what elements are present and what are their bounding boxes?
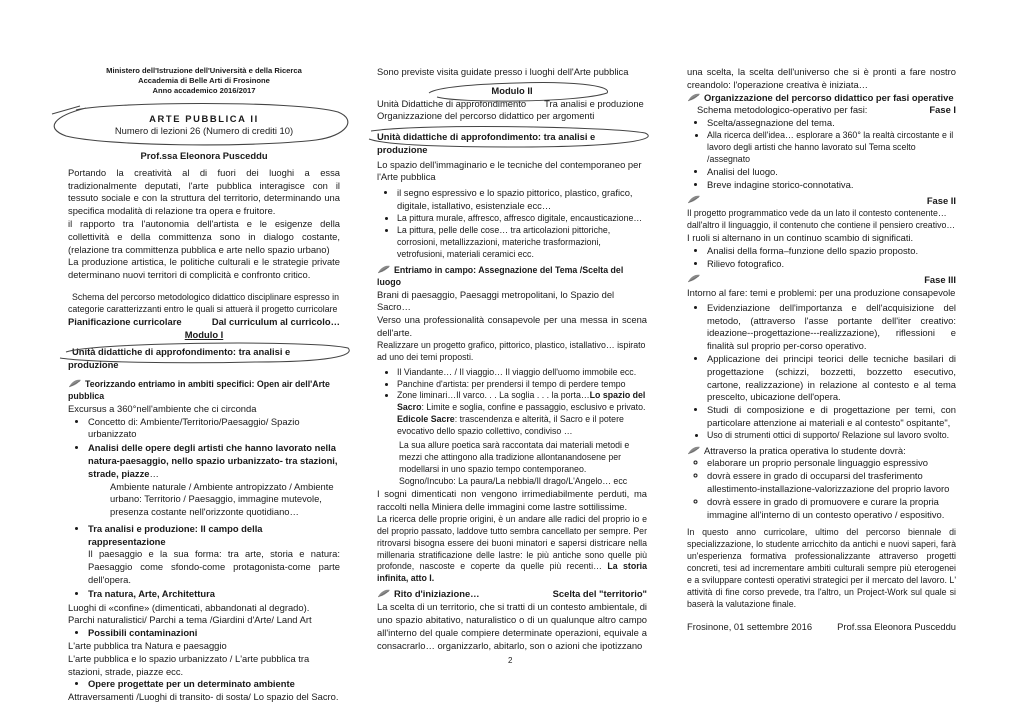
professor-name: Prof.ssa Eleonora Pusceddu: [140, 150, 268, 162]
relationship-paragraph: il rapporto tra l'autonomia dell'artista e le esigenze della collettività e della committenza sono in dialogo costante, (relazione tra committenza pubblica e arte nello spazio urbano): [68, 218, 340, 255]
list-item-text: il segno espressivo e lo spazio pittorico, plastico, grafico, digitale, istallativo, esistenziale ecc…: [397, 187, 633, 212]
fase-2-list: [687, 245, 956, 271]
list-item-text: elaborare un proprio personale linguaggio espressivo: [707, 457, 928, 469]
technique-list: [377, 187, 647, 260]
feather-icon: [377, 589, 391, 598]
academy-line: Accademia di Belle Arti di Frosinone: [138, 75, 270, 85]
list-item-text: Breve indagine storico-connotativa.: [707, 178, 854, 190]
fase-1-label: Fase I: [929, 104, 956, 116]
paesaggio-paragraph: Il paesaggio e la sua forma: tra arte, storia e natura: Paesaggio come sfondo-come protagonista-come parte dell'opera.: [88, 548, 340, 586]
list-item: [397, 187, 647, 213]
list-item: [88, 678, 340, 691]
list-item-text: dovrà essere in grado di promuovere e curare la propria immagine all'interno di un contesto operativo / espositivo.: [707, 495, 945, 520]
list-item: [707, 179, 956, 192]
visits-line: Sono previste visita guidate presso i luoghi dell'Arte pubblica: [377, 66, 629, 77]
feather-icon: [687, 195, 701, 204]
list-item: [88, 442, 340, 519]
unit-heading-2: [377, 129, 647, 159]
ricerca-text: La ricerca delle proprie origini, è un andare alle radici del proprio io e del proprio passato, laddove tutto sembra cancellato per sempre. Per ritrovarsi bisogna essere dei buoni minatori e sapersi districare nella millenaria stratificazione delle lastre: le più antiche sono quelle più profonde, nascoste e coperte da quelle più recenti…: [377, 513, 647, 572]
page-number: 2: [508, 656, 513, 665]
list-item: [397, 367, 647, 379]
ud-left: Unità Didattiche di approfondimento: [377, 97, 527, 109]
contamination-2: L'arte pubblica e lo spazio urbanizzato / L'arte pubblica tra stazioni, strade, piazze ecc.: [68, 652, 310, 677]
list-item: [707, 245, 956, 258]
realizzare-paragraph: Realizzare un progetto grafico, pittorico, plastico, istallativo… ispirato ad uno dei temi proposti.: [377, 339, 646, 362]
list-item-text: dovrà essere in grado di occuparsi del trasferimento allestimento-installazione-valorizzazione del proprio lavoro: [707, 470, 950, 495]
column-right: [687, 66, 956, 634]
list-item-text: Uso di strumenti ottici di supporto/ Relazione sul lavoro svolto.: [707, 429, 950, 440]
list-item: [397, 379, 647, 391]
list-item: [707, 496, 956, 522]
fase-3-row: [687, 274, 956, 287]
schema-label: Schema metodologico-operativo per fasi:: [697, 104, 868, 116]
list-item: [88, 627, 340, 640]
modulo-2-label: Modulo II: [491, 84, 533, 96]
list-item: [707, 457, 956, 470]
signature-row: [687, 621, 956, 634]
list-item: [707, 258, 956, 271]
fase-3-list: [687, 302, 956, 442]
list-item: [707, 302, 956, 353]
final-paragraph: In questo anno curricolare, ultimo del percorso biennale di specializzazione, lo studente arricchito da antichi e nuovi saperi, farà un'esperienza formativa professionalizzante attraverso progetti concreti, tesi ad incrementare ambiti culturali sempre più eterogenei e a sviluppare contesti operativi strategici per il mercato del lavoro. L' attività di fine corso prevede, tra l'altro, un Project-Work sul quale si baserà la valutazione finale.: [687, 527, 956, 610]
list-item: [707, 404, 956, 430]
pianificazione-row: [68, 316, 340, 329]
edicole-label: Edicole Sacre: [397, 414, 455, 425]
list-item-text: Tra analisi e produzione: Il campo della rappresentazione: [88, 522, 263, 547]
column-middle: [377, 66, 647, 652]
production-paragraph: La produzione artistica, le politiche culturali e le strategie private determinano nuovi territori di complicità e confronto critico.: [68, 256, 340, 281]
luoghi-line: Luoghi di «confine» (dimenticati, abbandonati al degrado).: [68, 601, 310, 613]
contamination-list: [68, 627, 340, 640]
list-item-text: Il Viandante… / Il viaggio… Il viaggio dell'uomo immobile ecc.: [397, 366, 637, 377]
intro-paragraph: Portando la creatività al di fuori dei luoghi a essa tradizionalmente deputati, l'arte pubblica interagisce con il tessuto sociale e con la struttura del territorio, determinando una specifica modalità di relazione tra opera e fruitore.: [68, 166, 340, 217]
unit-heading-text: Unità didattiche di approfondimento: tra analisi e produzione: [68, 346, 291, 371]
storia-label: La storia infinita, atto I.: [377, 561, 647, 584]
ricerca-paragraph: [377, 514, 647, 586]
parchi-line: Parchi naturalistici/ Parchi a tema /Giardini d'Arte/ Land Art: [68, 614, 312, 626]
academic-year: Anno accademico 2016/2017: [152, 85, 256, 95]
list-item: [707, 166, 956, 179]
list-item-text: Applicazione dei principi teorici delle tecniche basilari di progettazione (schizzi, bozzetti, bozzetto esecutivo, cartone, realizzazione) in relazione al contesto e al tema prescelto, ubicazione dell'opera.: [707, 353, 956, 403]
feather-icon: [377, 265, 391, 274]
scelta-label: Scelta del "territorio": [552, 588, 647, 600]
unit-heading-text: Unità didattiche di approfondimento: tra analisi e produzione: [377, 131, 596, 155]
signature: Prof.ssa Eleonora Pusceddu: [837, 621, 956, 633]
list-item: [707, 117, 956, 130]
ud-right: Tra analisi e produzione: [544, 97, 644, 109]
list-item-text: La pittura, pelle delle cose… tra articolazioni pittoriche, corrosioni, metallizzazioni, materiche trasformazioni, vetrofusioni, materiali ceramici ecc.: [397, 224, 611, 259]
pratica-line: [687, 445, 956, 458]
rito-text: Rito d'iniziazione…: [394, 588, 480, 600]
fase-3-label: Fase III: [924, 274, 956, 286]
fase-2-row: [687, 195, 956, 208]
rito-label: [377, 588, 480, 601]
list-item-text: Studi di composizione e di progettazione per temi, con particolare attenzione ai materiali e al contesto" ospitante",: [707, 404, 956, 428]
place-date: Frosinone, 01 settembre 2016: [687, 621, 813, 633]
list-item: [88, 523, 340, 587]
continuation-paragraph: una scelta, la scelta dell'universo che si è pronti a fare nostro creandolo: l'operazione creativa è iniziata…: [687, 66, 956, 90]
hand-drawn-oval: [417, 81, 617, 103]
list-item-text: Rilievo fotografico.: [707, 257, 785, 269]
opere-list: [68, 678, 340, 691]
list-item: [397, 213, 647, 225]
entriamo-line: [377, 265, 647, 289]
list-item-text: Panchine d'artista: per prendersi il tempo di perdere tempo: [397, 378, 626, 389]
list-item: [707, 470, 956, 496]
list-item-text: Analisi delle opere degli artisti che hanno lavorato nella natura-paesaggio, nello spazio urbanizzato- tra stazioni, strade, piazze: [88, 442, 338, 479]
modulo-2-box: [377, 85, 647, 98]
sogni-paragraph: I sogni dimenticati non vengono irrimediabilmente perduti, ma raccolti nella Miniera delle immagini come lastre sottilissime.: [377, 488, 647, 512]
list-item: [707, 130, 956, 166]
rito-row: [377, 588, 647, 601]
list-item-tail: …: [149, 467, 159, 479]
entriamo-text: Entriamo in campo: Assegnazione del Tema /Scelta del luogo: [377, 264, 624, 287]
fase-2-label: Fase II: [926, 195, 956, 207]
course-title: ARTE PUBBLICA II: [149, 112, 259, 124]
unit-heading-1: [68, 344, 340, 374]
org-heading-text: Organizzazione del percorso didattico per fasi operative: [704, 91, 954, 103]
list-item-text: La pittura murale, affresco, affresco digitale, encausticazione…: [397, 212, 643, 223]
list-item-text: Zone liminari…Il varco. . . La soglia . . . la porta…: [397, 390, 590, 401]
fase-2-paragraph: Il progetto programmatico vede da un lato il contesto contenente… dall'altro il linguaggio, il contenuto che contiene il pensiero creativo…: [687, 208, 956, 231]
module-1-list: [68, 416, 340, 601]
themes-list: [377, 367, 647, 439]
course-lessons: Numero di lezioni 26 (Numero di crediti 10): [114, 125, 294, 137]
list-item-text: Analisi del luogo.: [707, 165, 778, 177]
verso-paragraph: Verso una professionalità consapevole per una messa in scena dell'arte.: [377, 314, 647, 338]
list-item: [397, 390, 647, 438]
curriculum-label: Dal curriculum al curricolo…: [211, 315, 340, 327]
list-item-text: Possibili contaminazioni: [88, 627, 198, 639]
edicole-text: : trascendenza e alterità, il Sacro e il potere evocativo dello spazio collettivo, condiviso …: [397, 414, 624, 437]
fase-1-list: [687, 117, 956, 191]
list-item-text: Alla ricerca dell'idea… esplorare a 360° la realtà circostante e il lavoro degli artisti che hanno lavorato sul Tema scelto /assegnato: [707, 129, 954, 164]
contamination-1: L'arte pubblica tra Natura e paesaggio: [68, 639, 227, 651]
ambiente-paragraph: Ambiente naturale / Ambiente antropizzato / Ambiente urbano: Territorio / Paesaggio, immagine mutevole, presenza costante nell'orizzonte quotidiano…: [110, 480, 334, 518]
pratica-text: Attraverso la pratica operativa lo studente dovrà:: [704, 444, 906, 456]
attraversamenti-line: Attraversamenti /Luoghi di transito- di sosta/ Lo spazio del Sacro.: [68, 691, 339, 703]
list-item-text: Tra natura, Arte, Architettura: [88, 587, 215, 599]
schema-row: [687, 104, 956, 117]
list-item-text: Evidenziazione dell'importanza e dell'acquisizione del metodo, (attraverso l'asse portante dell'iter creativo: ideazione--progettazione---realizzazione), riflessioni e finalità sul proprio per-corso operativo.: [707, 301, 956, 352]
space-paragraph: Lo spazio dell'immaginario e le tecniche del contemporaneo per l'Arte pubblica: [377, 158, 642, 183]
list-item-text: Analisi della forma–funzione dello spazio proposto.: [707, 244, 919, 256]
excursus-line: Excursus a 360°nell'ambiente che ci circonda: [68, 402, 257, 414]
list-item-text: Opere progettate per un determinato ambiente: [88, 678, 295, 690]
list-item: [397, 225, 647, 261]
ministry-line: Ministero dell'Istruzione dell'Università e della Ricerca: [106, 66, 302, 75]
org-line: Organizzazione del percorso didattico per argomenti: [377, 110, 595, 122]
list-item: [88, 416, 340, 442]
column-left: [68, 66, 340, 704]
fase-3-paragraph: Intorno al fare: temi e problemi: per una produzione consapevole: [687, 287, 956, 299]
brani-line: Brani di paesaggio, Paesaggi metropolitani, lo Spazio del Sacro…: [377, 288, 615, 313]
sacro-text: : Limite e soglia, confine e passaggio, esclusivo e privato.: [421, 402, 646, 413]
schema-paragraph: Schema del percorso metodologico didattico disciplinare espresso in categorie caratterizzanti entro le quali si attuerà il progetto curricolare: [68, 291, 339, 314]
org-heading: [687, 92, 956, 105]
modulo-1-label: Modulo I: [184, 328, 224, 340]
feather-icon: [68, 379, 82, 388]
list-item-text: Concetto di: Ambiente/Territorio/Paesaggio/ Spazio urbanizzato: [88, 415, 300, 440]
course-title-box: [68, 108, 340, 143]
goals-list: [687, 457, 956, 521]
teorizzando-text: Teorizzando entriamo in ambiti specifici: Open air dell'Arte pubblica: [68, 378, 330, 401]
poetic-paragraph: La sua allure poetica sarà raccontata dai materiali metodi e mezzi che attingono alla tradizione allontanandosene per modellarsi in uno spazio tempo contemporaneo.: [399, 440, 630, 475]
feather-icon: [687, 446, 701, 455]
roles-line: I ruoli si alternano in un continuo scambio di significati.: [687, 232, 914, 244]
feather-icon: [687, 274, 701, 283]
pianificazione-label: Pianificazione curricolare: [68, 315, 182, 327]
teorizzando-line: [68, 379, 340, 403]
sogno-line: Sogno/Incubo: La paura/La nebbia/Il drago/L'Angelo… ecc: [399, 476, 628, 487]
list-item-text: Scelta/assegnazione del tema.: [707, 117, 835, 129]
rito-paragraph: La scelta di un territorio, che si tratti di un contesto ambientale, di uno spazio abitativo, naturalistico o di un qualunque altro campo all'interno del quale compiere determinate operazioni, equivale a consacrarlo… organizzarlo, abitarlo, son o azioni che ipotizzano: [377, 601, 647, 651]
list-item: [88, 588, 340, 601]
list-item: [707, 353, 956, 404]
list-item: [707, 430, 956, 442]
sacro-label: Lo spazio del Sacro: [397, 390, 646, 413]
feather-icon: [687, 93, 701, 102]
